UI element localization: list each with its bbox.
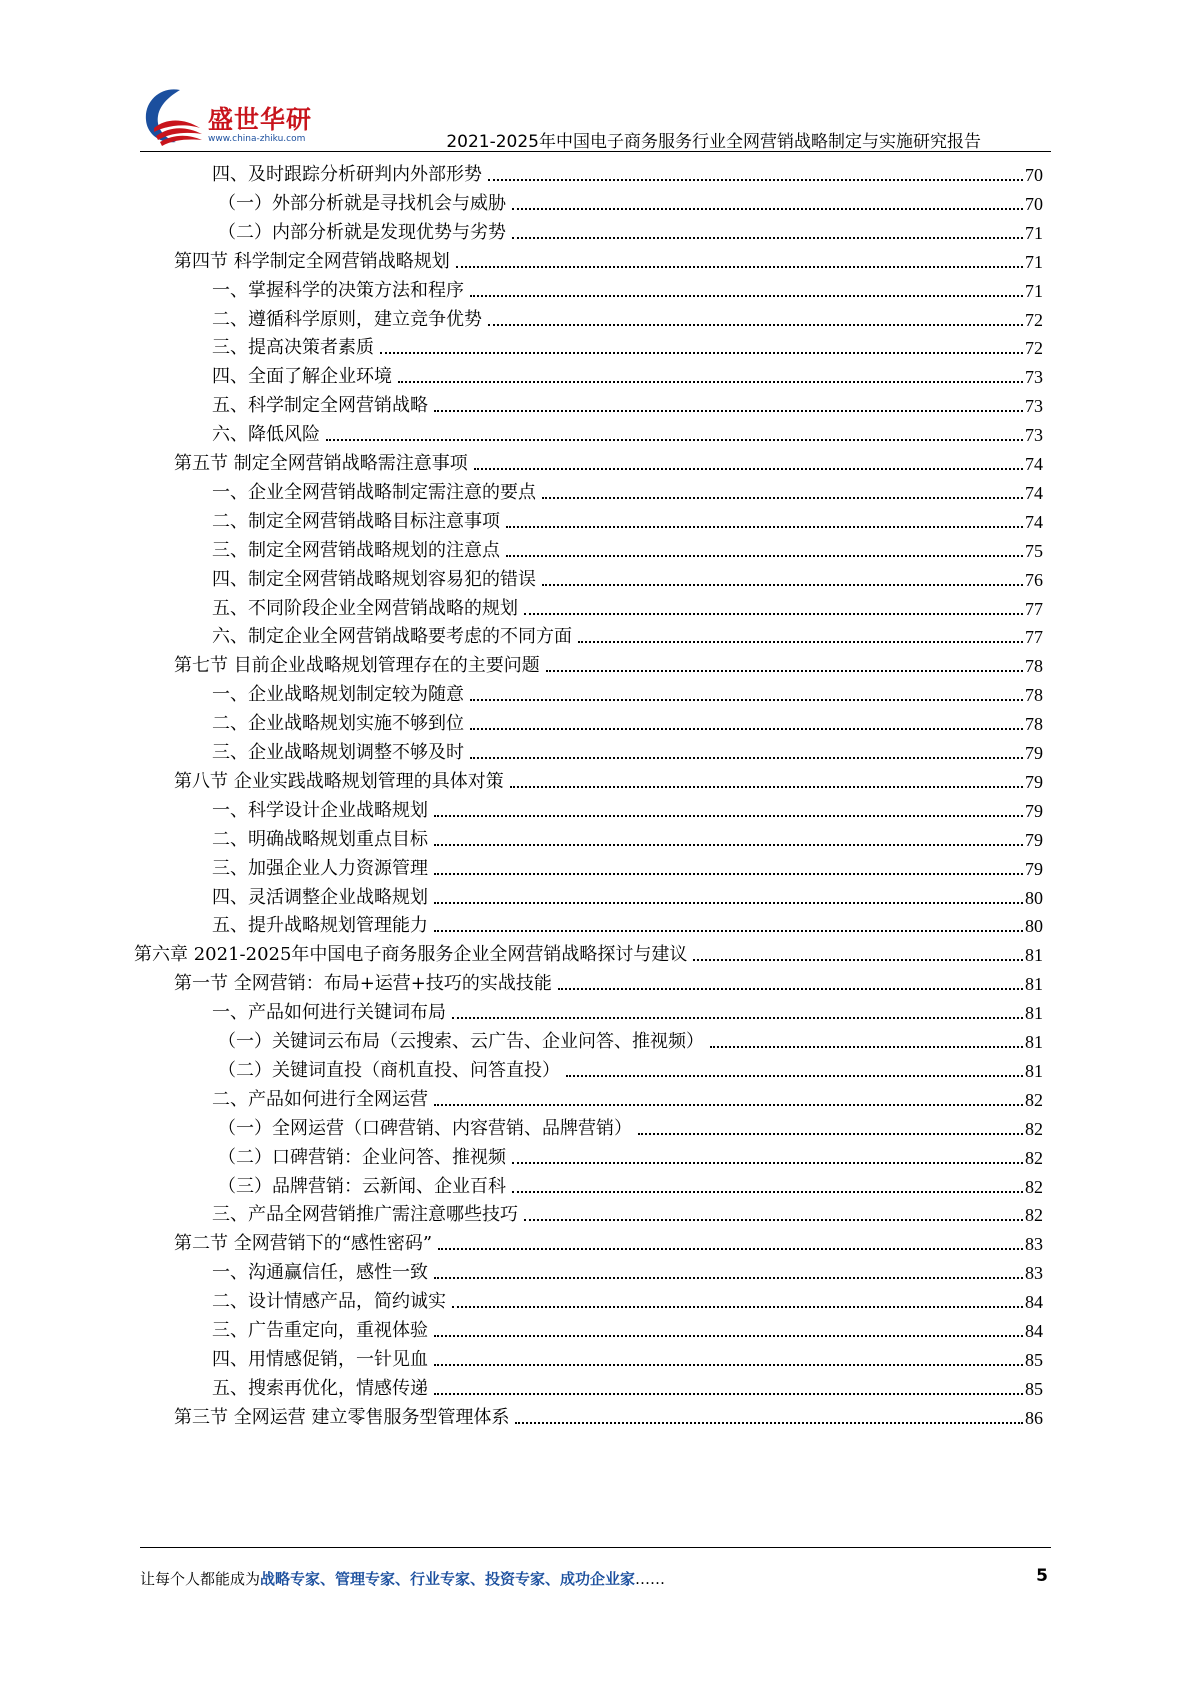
toc-dot-leader	[434, 1335, 1023, 1337]
footer-suffix: ……	[635, 1570, 666, 1588]
toc-entry-page: 81	[1025, 1032, 1043, 1052]
toc-dot-leader	[512, 237, 1023, 239]
toc-entry-page: 76	[1025, 569, 1043, 590]
footer-slogan	[140, 1568, 665, 1589]
toc-dot-leader	[434, 873, 1023, 875]
toc-entry-title: 一、沟通赢信任，感性一致	[212, 1262, 428, 1284]
toc-dot-leader	[693, 959, 1023, 961]
toc-entry-page: 80	[1025, 887, 1043, 908]
toc-dot-leader	[542, 497, 1023, 499]
toc-entry-title: 二、遵循科学原则，建立竞争优势	[212, 308, 482, 330]
toc-entry-page: 71	[1025, 222, 1043, 243]
toc-entry-title: 二、设计情感产品，简约诚实	[212, 1291, 446, 1313]
toc-entry-page: 84	[1025, 1292, 1043, 1313]
toc-dot-leader	[566, 1075, 1023, 1077]
toc-entry-page: 74	[1025, 482, 1043, 503]
toc-entry-page: 72	[1025, 338, 1043, 359]
toc-entry-title: 三、制定全网营销战略规划的注意点	[212, 539, 500, 561]
toc-dot-leader	[434, 815, 1023, 817]
toc-entry[interactable]	[174, 1403, 1043, 1429]
toc-dot-leader	[510, 786, 1023, 788]
toc-entry-title: （三）品牌营销：云新闻、企业百科	[218, 1175, 506, 1197]
toc-entry-page: 84	[1025, 1321, 1043, 1341]
toc-entry-title: 第五节 制定全网营销战略需注意事项	[174, 453, 468, 474]
toc-entry-title: 一、企业全网营销战略制定需注意的要点	[212, 481, 536, 503]
toc-entry[interactable]	[212, 478, 1043, 504]
toc-dot-leader	[710, 1046, 1023, 1048]
page-number: 5	[1036, 1566, 1048, 1586]
toc-entry[interactable]	[212, 709, 1043, 735]
toc-entry-page: 80	[1025, 916, 1043, 937]
toc-dot-leader	[434, 1393, 1023, 1395]
toc-entry-page: 70	[1025, 193, 1043, 214]
toc-entry-page: 71	[1025, 251, 1043, 272]
toc-entry-title: 二、企业战略规划实施不够到位	[212, 713, 464, 735]
toc-entry-page: 86	[1025, 1407, 1043, 1428]
toc-entry-title: 三、加强企业人力资源管理	[212, 857, 428, 879]
toc-entry-title: 四、及时跟踪分析研判内外部形势	[212, 164, 482, 185]
logo-url: www.china-zhiku.com	[208, 134, 306, 144]
toc-entry-page: 81	[1025, 1060, 1043, 1081]
toc-entry-title: 第六章 2021-2025年中国电子商务服务企业全网营销战略探讨与建议	[134, 944, 688, 966]
toc-entry[interactable]	[212, 1200, 1043, 1226]
toc-dot-leader	[434, 410, 1023, 412]
toc-entry-title: 三、企业战略规划调整不够及时	[212, 742, 464, 763]
toc-entry-page: 82	[1025, 1176, 1043, 1197]
toc-dot-leader	[438, 1248, 1023, 1250]
toc-entry[interactable]	[174, 767, 1043, 793]
toc-entry-title: 五、提升战略规划管理能力	[212, 915, 428, 937]
toc-dot-leader	[524, 613, 1023, 615]
toc-entry[interactable]	[218, 1027, 1043, 1053]
toc-entry-page: 82	[1025, 1089, 1043, 1110]
toc-dot-leader	[546, 670, 1023, 672]
toc-dot-leader	[558, 988, 1023, 990]
toc-entry-page: 81	[1025, 945, 1043, 966]
toc-entry[interactable]	[212, 391, 1043, 417]
toc-dot-leader	[380, 352, 1023, 354]
toc-entry-title: （一）外部分析就是寻找机会与威胁	[218, 192, 506, 214]
toc-entry-title: 二、产品如何进行全网运营	[212, 1088, 428, 1110]
toc-entry-page: 85	[1025, 1378, 1043, 1399]
toc-entry[interactable]	[212, 565, 1043, 591]
toc-dot-leader	[434, 1104, 1023, 1106]
toc-entry-page: 77	[1025, 598, 1043, 619]
header-divider	[140, 151, 1051, 152]
toc-entry[interactable]	[212, 796, 1043, 822]
toc-entry-page: 72	[1025, 309, 1043, 330]
toc-dot-leader	[452, 1306, 1023, 1308]
toc-entry-page: 75	[1025, 540, 1043, 561]
report-title: 2021-2025年中国电子商务服务行业全网营销战略制定与实施研究报告	[446, 132, 981, 152]
toc-dot-leader	[512, 208, 1023, 210]
toc-entry-title: 三、提高决策者素质	[212, 337, 374, 359]
toc-entry[interactable]	[212, 1287, 1043, 1313]
toc-entry[interactable]	[212, 420, 1043, 446]
toc-entry-title: 四、灵活调整企业战略规划	[212, 886, 428, 908]
toc-entry[interactable]	[212, 1316, 1043, 1342]
toc-dot-leader	[434, 844, 1023, 846]
toc-entry-title: 一、产品如何进行关键词布局	[212, 1002, 446, 1024]
toc-entry-title: 五、科学制定全网营销战略	[212, 395, 428, 417]
toc-dot-leader	[515, 1422, 1023, 1424]
toc-entry[interactable]	[218, 1056, 1043, 1082]
toc-entry-title: 一、掌握科学的决策方法和程序	[212, 279, 464, 301]
toc-entry[interactable]	[212, 883, 1043, 909]
toc-entry[interactable]	[174, 969, 1043, 995]
toc-entry[interactable]	[212, 738, 1043, 764]
toc-entry-title: 四、制定全网营销战略规划容易犯的错误	[212, 568, 536, 590]
toc-dot-leader	[512, 1162, 1023, 1164]
toc-entry-title: 四、用情感促销，一针见血	[212, 1348, 428, 1370]
toc-entry-page: 73	[1025, 425, 1043, 446]
toc-entry[interactable]	[212, 998, 1043, 1024]
toc-entry-title: （一）关键词云布局（云搜索、云广告、企业问答、推视频）	[218, 1031, 704, 1052]
toc-entry-title: （一）全网运营（口碑营销、内容营销、品牌营销）	[218, 1117, 632, 1139]
toc-entry-page: 82	[1025, 1118, 1043, 1139]
toc-dot-leader	[470, 728, 1023, 730]
toc-entry[interactable]	[212, 1085, 1043, 1111]
toc-entry[interactable]	[212, 276, 1043, 302]
toc-entry-page: 79	[1025, 771, 1043, 792]
toc-entry-title: （二）关键词直投（商机直投、问答直投）	[218, 1059, 560, 1081]
toc-entry-title: 六、降低风险	[212, 424, 320, 446]
toc-entry-page: 78	[1025, 656, 1043, 677]
toc-entry[interactable]	[212, 160, 1043, 186]
toc-dot-leader	[506, 555, 1023, 557]
toc-dot-leader	[524, 1219, 1023, 1221]
toc-entry-page: 82	[1025, 1147, 1043, 1168]
toc-entry[interactable]	[212, 1345, 1043, 1371]
toc-entry-title: 第二节 全网营销下的“感性密码”	[174, 1233, 433, 1255]
toc-entry[interactable]	[174, 1229, 1043, 1255]
toc-dot-leader	[542, 584, 1023, 586]
toc-entry-page: 77	[1025, 627, 1043, 648]
toc-entry-page: 79	[1025, 829, 1043, 850]
toc-entry-title: 三、产品全网营销推广需注意哪些技巧	[212, 1204, 518, 1226]
footer-highlight: 战略专家、管理专家、行业专家、投资专家、成功企业家	[260, 1570, 636, 1588]
toc-entry-page: 85	[1025, 1349, 1043, 1370]
toc-entry-title: 五、搜索再优化，情感传递	[212, 1377, 428, 1399]
toc-entry-title: 四、全面了解企业环境	[212, 366, 392, 388]
toc-entry-title: 三、广告重定向，重视体验	[212, 1320, 428, 1341]
toc-dot-leader	[474, 468, 1023, 470]
toc-dot-leader	[488, 179, 1023, 181]
toc-entry[interactable]	[174, 247, 1043, 273]
toc-entry-title: （二）口碑营销：企业问答、推视频	[218, 1146, 506, 1168]
toc-entry-title: 一、企业战略规划制定较为随意	[212, 684, 464, 706]
toc-entry-page: 73	[1025, 367, 1043, 388]
toc-dot-leader	[326, 439, 1023, 441]
toc-entry[interactable]	[218, 1114, 1043, 1140]
toc-entry-title: 第八节 企业实践战略规划管理的具体对策	[174, 770, 504, 792]
toc-dot-leader	[456, 266, 1023, 268]
toc-entry-page: 81	[1025, 974, 1043, 995]
toc-dot-leader	[512, 1191, 1023, 1193]
toc-entry-title: 第四节 科学制定全网营销战略规划	[174, 250, 450, 272]
toc-entry[interactable]	[212, 825, 1043, 851]
toc-entry-page: 79	[1025, 743, 1043, 763]
toc-dot-leader	[434, 930, 1023, 932]
toc-entry-title: 五、不同阶段企业全网营销战略的规划	[212, 597, 518, 619]
toc-entry-title: 一、科学设计企业战略规划	[212, 799, 428, 821]
toc-entry[interactable]	[212, 536, 1043, 562]
toc-dot-leader	[578, 641, 1023, 643]
toc-entry[interactable]	[218, 189, 1043, 215]
toc-entry-page: 79	[1025, 858, 1043, 879]
toc-entry-page: 71	[1025, 280, 1043, 301]
toc-entry[interactable]	[218, 1143, 1043, 1169]
toc-dot-leader	[506, 526, 1023, 528]
toc-dot-leader	[470, 757, 1023, 759]
toc-entry-page: 74	[1025, 511, 1043, 532]
toc-entry-title: 六、制定企业全网营销战略要考虑的不同方面	[212, 626, 572, 648]
toc-entry[interactable]	[212, 854, 1043, 880]
toc-entry-title: 第一节 全网营销：布局+运营+技巧的实战技能	[174, 973, 552, 995]
toc-dot-leader	[470, 699, 1023, 701]
toc-entry-page: 82	[1025, 1205, 1043, 1226]
toc-entry-title: （二）内部分析就是发现优势与劣势	[218, 221, 506, 243]
toc-entry[interactable]	[212, 305, 1043, 331]
toc-entry-page: 78	[1025, 685, 1043, 706]
toc-entry[interactable]	[212, 594, 1043, 620]
footer-divider	[140, 1547, 1051, 1548]
toc-entry[interactable]	[218, 1172, 1043, 1198]
toc-entry-title: 第三节 全网运营 建立零售服务型管理体系	[174, 1406, 510, 1428]
toc-entry[interactable]	[134, 940, 1043, 966]
toc-dot-leader	[434, 902, 1023, 904]
page-header	[0, 0, 1191, 160]
toc-entry[interactable]	[218, 218, 1043, 244]
toc-entry-title: 第七节 目前企业战略规划管理存在的主要问题	[174, 655, 540, 677]
toc-dot-leader	[638, 1133, 1023, 1135]
toc-entry[interactable]	[212, 622, 1043, 648]
toc-dot-leader	[488, 324, 1023, 326]
toc-entry[interactable]	[212, 507, 1043, 533]
toc-entry-page: 79	[1025, 800, 1043, 821]
toc-entry[interactable]	[212, 680, 1043, 706]
toc-entry-title: 二、制定全网营销战略目标注意事项	[212, 510, 500, 532]
toc-entry[interactable]	[174, 651, 1043, 677]
logo-text: 盛世华研	[208, 105, 313, 134]
toc-dot-leader	[434, 1364, 1023, 1366]
toc-entry-page: 83	[1025, 1234, 1043, 1255]
toc-entry-page: 81	[1025, 1003, 1043, 1024]
toc-entry[interactable]	[174, 449, 1043, 475]
toc-entry-page: 73	[1025, 396, 1043, 417]
toc-dot-leader	[470, 295, 1023, 297]
toc-dot-leader	[434, 1277, 1023, 1279]
footer-prefix: 让每个人都能成为	[140, 1570, 261, 1588]
toc-entry-page: 83	[1025, 1263, 1043, 1284]
toc-dot-leader	[452, 1017, 1023, 1019]
toc-entry[interactable]	[212, 1258, 1043, 1284]
toc-entry-page: 74	[1025, 454, 1043, 474]
toc-entry-title: 二、明确战略规划重点目标	[212, 828, 428, 850]
toc-entry-page: 78	[1025, 714, 1043, 735]
toc-entry[interactable]	[212, 362, 1043, 388]
toc-entry[interactable]	[212, 1374, 1043, 1400]
toc-entry[interactable]	[212, 333, 1043, 359]
toc-entry-page: 70	[1025, 165, 1043, 185]
toc-dot-leader	[398, 381, 1023, 383]
toc-entry[interactable]	[212, 911, 1043, 937]
